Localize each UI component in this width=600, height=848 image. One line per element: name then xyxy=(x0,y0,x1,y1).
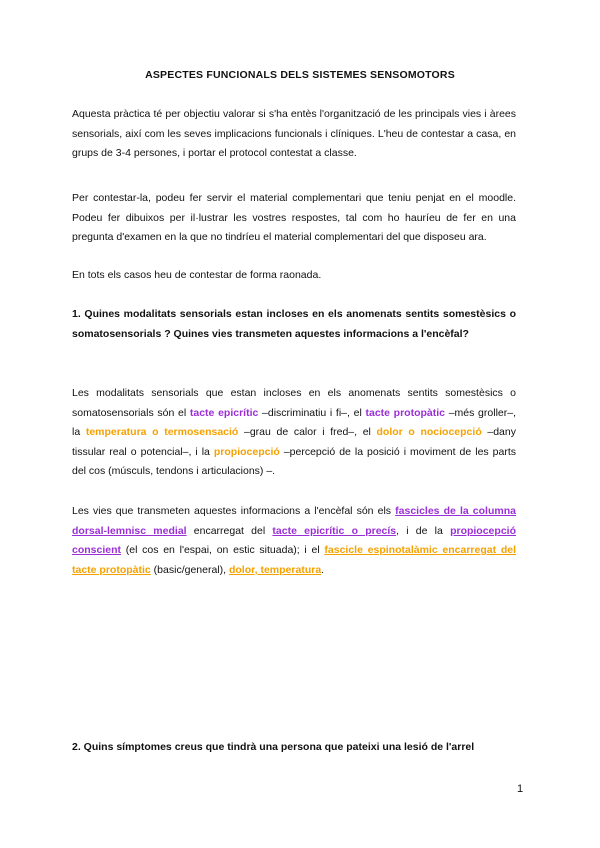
answer-1-text: Les modalitats sensorials que estan incloses en els anomenats sentits somestèsics o somatosensorials són el xyxy=(72,387,516,419)
answer-2-text: encarregat del xyxy=(186,524,273,537)
answer-2-paragraph xyxy=(72,502,516,580)
answer-2-text: Les vies que transmeten aquestes informacions a l'encèfal són els xyxy=(72,505,396,517)
answer-1-paragraph xyxy=(72,384,516,482)
question-1: 1. Quines modalitats sensorials estan incloses en els anomenats sentits somestèsics o somatosensorials ? Quines vies transmeten aquestes informacions a l'encèfal? xyxy=(72,308,516,340)
highlight-dolor-temperatura: dolor, temperatura xyxy=(228,563,322,576)
highlight-tacte-precis: tacte epicrític o precís xyxy=(272,524,397,537)
highlight-propiocepcio-conscient: propiocepció conscient xyxy=(72,524,516,557)
question-2: 2. Quins símptomes creus que tindrà una persona que pateixi una lesió de l'arrel xyxy=(72,741,475,753)
intro-paragraph-3: En tots els casos heu de contestar de forma raonada. xyxy=(72,269,322,281)
answer-2-text: . xyxy=(321,563,325,576)
answer-1-text: –dany tissular real o potencial–, i la xyxy=(72,426,516,458)
answer-1-text: –discriminatiu i fi–, el xyxy=(258,406,366,419)
answer-2-text: (basic/general), xyxy=(150,563,229,576)
answer-1-text: –grau de calor i fred–, el xyxy=(238,426,377,439)
answer-1-text: –percepció de la posició i moviment de les parts del cos (músculs, tendons i articulacions) –. xyxy=(72,445,516,478)
highlight-temperatura: temperatura o termosensació xyxy=(85,426,239,439)
highlight-dolor: dolor o nociocepció xyxy=(376,426,482,439)
answer-1-text: –més groller–, la xyxy=(72,406,516,439)
highlight-tacte-protopatic: tacte protopàtic xyxy=(365,406,446,419)
highlight-columna-dorsal: fascicles de la columna dorsal-lemnisc medial xyxy=(72,505,516,537)
answer-2-text: , i de la xyxy=(396,524,451,537)
highlight-fascicle-espinotalamic: fascicle espinotalàmic encarregat del tacte protopàtic xyxy=(72,544,517,576)
answer-2-text: (el cos en l'espai, on estic situada); i el xyxy=(121,544,325,557)
page-number: 1 xyxy=(517,783,524,795)
intro-paragraph-1: Aquesta pràctica té per objectiu valorar si s'ha entès l'organització de les principals vies i àrees sensorials, així com les seves implicacions funcionals i clíniques. L'heu de contestar a casa, en grups de 3-4 persones, i portar el protocol contestat a classe. xyxy=(72,108,516,160)
highlight-tacte-epicritic: tacte epicrític xyxy=(189,406,259,419)
highlight-propiocepcio: propiocepció xyxy=(213,445,280,458)
intro-paragraph-2: Per contestar-la, podeu fer servir el material complementari que teniu penjat en el moodle. Podeu fer dibuixos per il·lustrar les vostres respostes, tal com ho hauríeu de fer en una pregunta d'examen en la que no tindríeu el material complementari del que disposeu ara. xyxy=(72,192,516,244)
page-title: ASPECTES FUNCIONALS DELS SISTEMES SENSOMOTORS xyxy=(145,69,455,81)
